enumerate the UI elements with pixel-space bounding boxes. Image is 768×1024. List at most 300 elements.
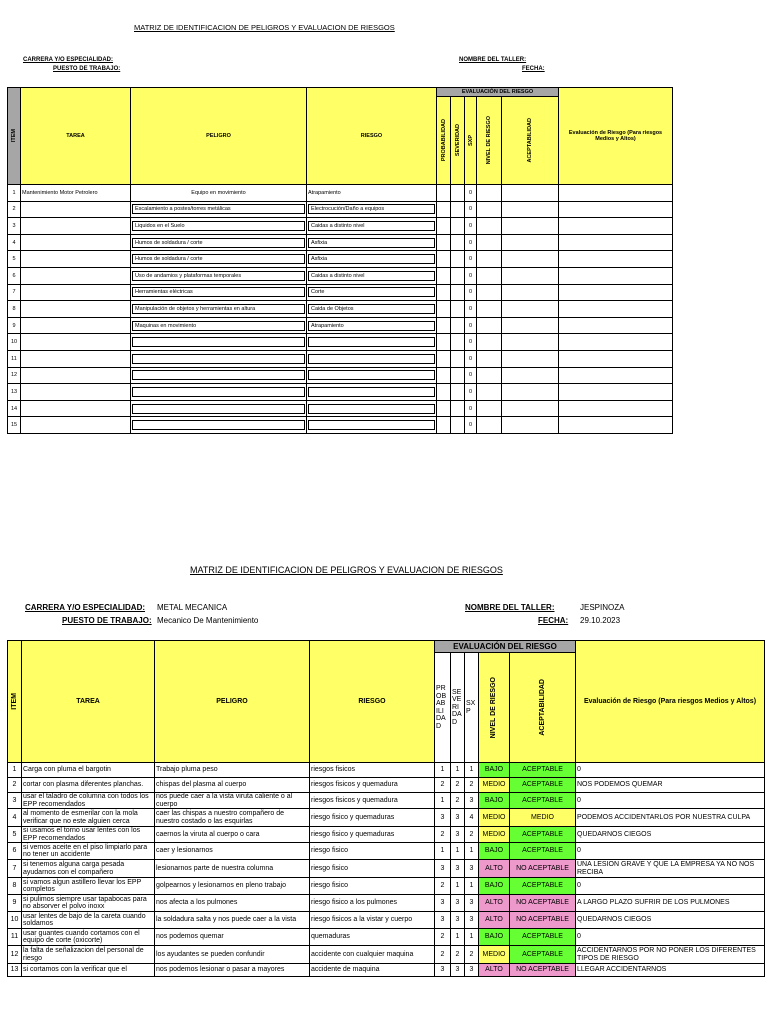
risk-level-cell xyxy=(477,350,502,367)
risk-level-cell: BAJO xyxy=(479,843,510,860)
probability-cell xyxy=(437,201,451,218)
severity-cell: 3 xyxy=(451,860,465,878)
sxp-cell: 0 xyxy=(465,317,477,334)
sxp-cell: 0 xyxy=(465,350,477,367)
probability-cell xyxy=(437,234,451,251)
item-cell: 3 xyxy=(8,793,22,809)
assessment-cell xyxy=(559,400,673,417)
item-cell: 15 xyxy=(8,417,21,434)
risk-level-cell xyxy=(477,417,502,434)
severity-cell: 2 xyxy=(451,778,465,793)
hazard-cell xyxy=(131,400,307,417)
task-cell xyxy=(21,317,131,334)
table-row xyxy=(8,929,765,946)
probability-cell xyxy=(437,185,451,202)
probability-cell: 2 xyxy=(435,929,451,946)
item-cell: 9 xyxy=(8,895,22,912)
table-row xyxy=(8,964,765,977)
probability-cell: 2 xyxy=(435,946,451,964)
table-row xyxy=(8,763,765,778)
doc2-date-label: FECHA: xyxy=(538,616,569,625)
probability-cell xyxy=(437,334,451,351)
probability-cell: 3 xyxy=(435,895,451,912)
sxp-cell: 0 xyxy=(465,185,477,202)
probability-cell xyxy=(437,400,451,417)
risk-cell-field: Asfixia xyxy=(308,238,435,248)
severity-cell xyxy=(451,267,465,284)
table-row xyxy=(8,367,673,384)
sxp-cell: 3 xyxy=(465,895,479,912)
risk-cell-field: Atrapamiento xyxy=(308,321,435,331)
severity-cell: 2 xyxy=(451,946,465,964)
hazard-cell: Equipo en movimiento xyxy=(131,185,307,202)
acceptability-cell: ACEPTABLE xyxy=(510,946,576,964)
doc2-risk-matrix xyxy=(7,640,765,977)
header-risk: RIESGO xyxy=(310,641,435,763)
item-cell: 6 xyxy=(8,843,22,860)
risk-cell-field xyxy=(308,354,435,364)
table-row xyxy=(8,234,673,251)
assessment-cell xyxy=(559,201,673,218)
item-cell: 14 xyxy=(8,400,21,417)
sxp-cell: 1 xyxy=(465,763,479,778)
task-cell xyxy=(21,234,131,251)
item-cell: 8 xyxy=(8,301,21,318)
risk-level-cell xyxy=(477,218,502,235)
risk-level-cell: BAJO xyxy=(479,878,510,895)
task-cell xyxy=(21,251,131,268)
table-row xyxy=(8,946,765,964)
hazard-cell xyxy=(131,234,307,251)
assessment-cell xyxy=(559,417,673,434)
task-cell xyxy=(21,218,131,235)
risk-cell-field: Asfixia xyxy=(308,254,435,264)
item-cell: 13 xyxy=(8,384,21,401)
task-cell: usar guantes cuando cortamos con el equipo de corte (oxicorte) xyxy=(22,929,155,946)
risk-cell-field: Caidas a distinto nivel xyxy=(308,221,435,231)
risk-level-cell: ALTO xyxy=(479,895,510,912)
task-cell: la falta de señalizacion del personal de riesgo xyxy=(22,946,155,964)
assessment-cell: 0 xyxy=(576,843,765,860)
header-acceptability: ACEPTABILIDAD xyxy=(510,653,576,763)
hazard-cell xyxy=(131,384,307,401)
severity-cell xyxy=(451,317,465,334)
severity-cell: 3 xyxy=(451,827,465,843)
risk-cell: quemaduras xyxy=(310,929,435,946)
sxp-cell: 3 xyxy=(465,964,479,977)
sxp-cell: 0 xyxy=(465,417,477,434)
severity-cell: 3 xyxy=(451,895,465,912)
table-row xyxy=(8,417,673,434)
task-cell: si vamos algun astillero llevar los EPP completos xyxy=(22,878,155,895)
item-cell: 11 xyxy=(8,350,21,367)
severity-cell: 1 xyxy=(451,929,465,946)
doc2-career-value: METAL MECANICA xyxy=(157,603,228,612)
probability-cell: 1 xyxy=(435,793,451,809)
acceptability-cell xyxy=(502,234,559,251)
sxp-cell: 3 xyxy=(465,793,479,809)
acceptability-cell xyxy=(502,367,559,384)
item-cell: 3 xyxy=(8,218,21,235)
risk-level-cell: ALTO xyxy=(479,912,510,929)
risk-cell-field: Caidas a distinto nivel xyxy=(308,271,435,281)
risk-cell: riesgos fisicos xyxy=(310,763,435,778)
acceptability-cell: ACEPTABLE xyxy=(510,763,576,778)
risk-level-cell: BAJO xyxy=(479,793,510,809)
task-cell: usar el taladro de columna con todos los EPP recomendados xyxy=(22,793,155,809)
assessment-cell xyxy=(559,218,673,235)
header-severity: SEVERIDAD xyxy=(451,97,465,185)
doc1-career-label: CARRERA Y/O ESPECIALIDAD: xyxy=(23,57,114,63)
hazard-cell xyxy=(131,317,307,334)
severity-cell: 3 xyxy=(451,809,465,827)
assessment-cell: 0 xyxy=(576,763,765,778)
hazard-cell-field xyxy=(132,387,305,397)
task-cell xyxy=(21,367,131,384)
risk-cell xyxy=(307,301,437,318)
sxp-cell: 4 xyxy=(465,809,479,827)
doc1-workshop-label: NOMBRE DEL TALLER: xyxy=(459,57,527,63)
item-cell: 4 xyxy=(8,809,22,827)
hazard-cell xyxy=(131,267,307,284)
assessment-cell xyxy=(559,317,673,334)
severity-cell xyxy=(451,301,465,318)
risk-cell: riesgo fisico y quemaduras xyxy=(310,827,435,843)
header-sxp: SXP xyxy=(465,97,477,185)
header-item: ITEM xyxy=(8,641,22,763)
risk-cell-field xyxy=(308,337,435,347)
severity-cell xyxy=(451,350,465,367)
risk-level-cell xyxy=(477,201,502,218)
assessment-cell: ACCIDENTARNOS POR NO PONER LOS DIFERENTES TIPOS DE RIESGO xyxy=(576,946,765,964)
sxp-cell: 0 xyxy=(465,201,477,218)
acceptability-cell: NO ACEPTABLE xyxy=(510,964,576,977)
severity-cell xyxy=(451,384,465,401)
hazard-cell: chispas del plasma al cuerpo xyxy=(155,778,310,793)
item-cell: 8 xyxy=(8,878,22,895)
severity-cell: 2 xyxy=(451,793,465,809)
item-cell: 10 xyxy=(8,334,21,351)
severity-cell xyxy=(451,185,465,202)
severity-cell: 1 xyxy=(451,878,465,895)
risk-level-cell xyxy=(477,317,502,334)
hazard-cell-field: Humos de soldadura / corte xyxy=(132,254,305,264)
table-row xyxy=(8,895,765,912)
risk-cell: riesgo fisicos a la vistar y cuerpo xyxy=(310,912,435,929)
header-risk: RIESGO xyxy=(307,88,437,185)
risk-cell xyxy=(307,367,437,384)
risk-cell xyxy=(307,400,437,417)
table-row xyxy=(8,878,765,895)
table-row xyxy=(8,350,673,367)
probability-cell: 2 xyxy=(435,878,451,895)
probability-cell xyxy=(437,218,451,235)
sxp-cell: 1 xyxy=(465,929,479,946)
acceptability-cell: NO ACEPTABLE xyxy=(510,895,576,912)
probability-cell xyxy=(437,251,451,268)
task-cell: Carga con pluma el bargotin xyxy=(22,763,155,778)
acceptability-cell: ACEPTABLE xyxy=(510,929,576,946)
probability-cell xyxy=(437,384,451,401)
table-row xyxy=(8,778,765,793)
severity-cell xyxy=(451,201,465,218)
item-cell: 9 xyxy=(8,317,21,334)
hazard-cell-field: Liquidos en el Suelo xyxy=(132,221,305,231)
acceptability-cell xyxy=(502,267,559,284)
risk-cell: riesgo fisico a los pulmones xyxy=(310,895,435,912)
hazard-cell: la soldadura salta y nos puede caer a la vista xyxy=(155,912,310,929)
hazard-cell-field xyxy=(132,370,305,380)
table-row xyxy=(8,218,673,235)
item-cell: 1 xyxy=(8,185,21,202)
acceptability-cell: ACEPTABLE xyxy=(510,827,576,843)
sxp-cell: 2 xyxy=(465,827,479,843)
task-cell: si tenemos alguna carga pesada ayudarnos con el compañero xyxy=(22,860,155,878)
table-row xyxy=(8,284,673,301)
severity-cell xyxy=(451,417,465,434)
risk-level-cell xyxy=(477,384,502,401)
acceptability-cell xyxy=(502,350,559,367)
risk-level-cell xyxy=(477,301,502,318)
risk-level-cell xyxy=(477,400,502,417)
acceptability-cell xyxy=(502,417,559,434)
severity-cell xyxy=(451,234,465,251)
severity-cell xyxy=(451,284,465,301)
assessment-cell xyxy=(559,251,673,268)
risk-cell-field xyxy=(308,404,435,414)
risk-level-cell: ALTO xyxy=(479,860,510,878)
probability-cell xyxy=(437,301,451,318)
table-row xyxy=(8,185,673,202)
task-cell: si usamos el torno usar lentes con los EPP recomendados xyxy=(22,827,155,843)
risk-cell: Atrapamiento xyxy=(307,185,437,202)
risk-cell xyxy=(307,317,437,334)
task-cell xyxy=(21,267,131,284)
risk-cell: riesgos fisicos y quemadura xyxy=(310,793,435,809)
acceptability-cell xyxy=(502,284,559,301)
acceptability-cell xyxy=(502,334,559,351)
assessment-cell xyxy=(559,185,673,202)
assessment-cell: A LARGO PLAZO SUFRIR DE LOS PULMONES xyxy=(576,895,765,912)
task-cell xyxy=(21,400,131,417)
table-row xyxy=(8,384,673,401)
assessment-cell xyxy=(559,267,673,284)
sxp-cell: 0 xyxy=(465,301,477,318)
doc2-position-label: PUESTO DE TRABAJO: xyxy=(62,616,152,625)
risk-cell xyxy=(307,234,437,251)
hazard-cell xyxy=(131,367,307,384)
hazard-cell: caernos la viruta al cuerpo o cara xyxy=(155,827,310,843)
acceptability-cell: ACEPTABLE xyxy=(510,778,576,793)
acceptability-cell xyxy=(502,384,559,401)
probability-cell xyxy=(437,317,451,334)
sxp-cell: 2 xyxy=(465,778,479,793)
severity-cell: 1 xyxy=(451,763,465,778)
risk-cell-field xyxy=(308,420,435,430)
assessment-cell xyxy=(559,334,673,351)
hazard-cell-field xyxy=(132,420,305,430)
item-cell: 10 xyxy=(8,912,22,929)
probability-cell: 3 xyxy=(435,912,451,929)
risk-level-cell: MEDIO xyxy=(479,778,510,793)
risk-cell xyxy=(307,267,437,284)
doc1-title: MATRIZ DE IDENTIFICACION DE PELIGROS Y EVALUACION DE RIESGOS xyxy=(134,23,395,32)
risk-cell: riesgo fisico xyxy=(310,878,435,895)
hazard-cell: Trabajo pluma peso xyxy=(155,763,310,778)
item-cell: 6 xyxy=(8,267,21,284)
assessment-cell: QUEDARNOS CIEGOS xyxy=(576,912,765,929)
hazard-cell-field xyxy=(132,354,305,364)
acceptability-cell: ACEPTABLE xyxy=(510,843,576,860)
task-cell: si pulimos siempre usar tapabocas para no absorver el polvo inoxx xyxy=(22,895,155,912)
hazard-cell: los ayudantes se pueden confundir xyxy=(155,946,310,964)
assessment-cell: LLEGAR ACCIDENTARNOS xyxy=(576,964,765,977)
header-assessment: Evaluación de Riesgo (Para riesgos Medios y Altos) xyxy=(576,641,765,763)
hazard-cell-field: Uso de andamios y plataformas temporales xyxy=(132,271,305,281)
risk-level-cell: ALTO xyxy=(479,964,510,977)
probability-cell xyxy=(437,284,451,301)
table-row xyxy=(8,201,673,218)
sxp-cell: 0 xyxy=(465,400,477,417)
acceptability-cell xyxy=(502,301,559,318)
doc2-workshop-value: JESPINOZA xyxy=(580,603,625,612)
probability-cell: 3 xyxy=(435,860,451,878)
header-acceptability: ACEPTABILIDAD xyxy=(502,97,559,185)
hazard-cell xyxy=(131,251,307,268)
hazard-cell xyxy=(131,218,307,235)
header-item: ITEM xyxy=(8,88,21,185)
assessment-cell: NOS PODEMOS QUEMAR xyxy=(576,778,765,793)
hazard-cell-field: Humos de soldadura / corte xyxy=(132,238,305,248)
assessment-cell xyxy=(559,234,673,251)
risk-cell: riesgo fisico xyxy=(310,843,435,860)
task-cell xyxy=(21,301,131,318)
header-sxp: SX P xyxy=(465,653,479,763)
assessment-cell: 0 xyxy=(576,793,765,809)
header-hazard: PELIGRO xyxy=(131,88,307,185)
risk-cell-field xyxy=(308,387,435,397)
probability-cell xyxy=(437,367,451,384)
hazard-cell xyxy=(131,417,307,434)
sxp-cell: 0 xyxy=(465,218,477,235)
sxp-cell: 0 xyxy=(465,334,477,351)
assessment-cell xyxy=(559,284,673,301)
hazard-cell: golpearnos y lesionarnos en pleno trabajo xyxy=(155,878,310,895)
risk-cell xyxy=(307,251,437,268)
task-cell: usar lentes de bajo de la careta cuando soldamos xyxy=(22,912,155,929)
risk-cell xyxy=(307,417,437,434)
item-cell: 13 xyxy=(8,964,22,977)
severity-cell: 1 xyxy=(451,843,465,860)
header-severity: SE VE RI DA D xyxy=(451,653,465,763)
table-row xyxy=(8,301,673,318)
table-row xyxy=(8,843,765,860)
probability-cell xyxy=(437,267,451,284)
severity-cell xyxy=(451,367,465,384)
doc2-date-value: 29.10.2023 xyxy=(580,616,621,625)
severity-cell xyxy=(451,251,465,268)
risk-cell-field xyxy=(308,370,435,380)
task-cell: cortar con plasma diferentes planchas. xyxy=(22,778,155,793)
task-cell xyxy=(21,350,131,367)
hazard-cell xyxy=(131,201,307,218)
assessment-cell xyxy=(559,367,673,384)
task-cell xyxy=(21,417,131,434)
task-cell xyxy=(21,334,131,351)
sxp-cell: 2 xyxy=(465,946,479,964)
risk-cell xyxy=(307,350,437,367)
sxp-cell: 3 xyxy=(465,912,479,929)
item-cell: 12 xyxy=(8,946,22,964)
hazard-cell-field xyxy=(132,404,305,414)
doc2-career-label: CARRERA Y/O ESPECIALIDAD: xyxy=(25,603,146,612)
table-row xyxy=(8,334,673,351)
item-cell: 4 xyxy=(8,234,21,251)
acceptability-cell xyxy=(502,317,559,334)
probability-cell: 3 xyxy=(435,964,451,977)
header-task: TAREA xyxy=(21,88,131,185)
risk-cell xyxy=(307,218,437,235)
sxp-cell: 0 xyxy=(465,284,477,301)
doc1-date-label: FECHA: xyxy=(522,66,545,72)
acceptability-cell xyxy=(502,218,559,235)
header-assessment: Evaluación de Riesgo (Para riesgos Medios y Altos) xyxy=(559,88,673,185)
doc2-workshop-label: NOMBRE DEL TALLER: xyxy=(465,603,555,612)
acceptability-cell: NO ACEPTABLE xyxy=(510,860,576,878)
acceptability-cell: ACEPTABLE xyxy=(510,878,576,895)
hazard-cell xyxy=(131,334,307,351)
sxp-cell: 1 xyxy=(465,878,479,895)
doc2-title: MATRIZ DE IDENTIFICACION DE PELIGROS Y EVALUACION DE RIESGOS xyxy=(190,565,503,575)
acceptability-cell xyxy=(502,251,559,268)
header-evaluation: EVALUACIÓN DEL RIESGO xyxy=(435,641,576,653)
hazard-cell: caer las chispas a nuestro compañero de nuestro costado o las esquirlas xyxy=(155,809,310,827)
probability-cell: 1 xyxy=(435,763,451,778)
risk-cell: riesgo fisico y quemaduras xyxy=(310,809,435,827)
probability-cell xyxy=(437,417,451,434)
hazard-cell: lesionarnos parte de nuestra columna xyxy=(155,860,310,878)
risk-cell-field: Caida de Objetos xyxy=(308,304,435,314)
item-cell: 7 xyxy=(8,860,22,878)
hazard-cell xyxy=(131,301,307,318)
risk-level-cell xyxy=(477,284,502,301)
hazard-cell-field: Herramientas eléctricas xyxy=(132,287,305,297)
assessment-cell: UNA LESION GRAVE Y QUE LA EMPRESA YA NO NOS RECIBA xyxy=(576,860,765,878)
risk-level-cell xyxy=(477,234,502,251)
risk-level-cell: MEDIO xyxy=(479,946,510,964)
assessment-cell xyxy=(559,350,673,367)
hazard-cell: nos podemos lesionar o pasar a mayores xyxy=(155,964,310,977)
sxp-cell: 0 xyxy=(465,234,477,251)
risk-cell-field: Corte xyxy=(308,287,435,297)
doc1-position-label: PUESTO DE TRABAJO: xyxy=(53,66,121,72)
severity-cell: 3 xyxy=(451,964,465,977)
hazard-cell-field: Escalamiento a postes/torres metálicas xyxy=(132,204,305,214)
task-cell xyxy=(21,284,131,301)
table-row xyxy=(8,912,765,929)
table-row xyxy=(8,827,765,843)
hazard-cell: nos podemos quemar xyxy=(155,929,310,946)
risk-level-cell: MEDIO xyxy=(479,827,510,843)
sxp-cell: 3 xyxy=(465,860,479,878)
assessment-cell xyxy=(559,301,673,318)
header-risk-level: NIVEL DE RIESGO xyxy=(479,653,510,763)
hazard-cell-field: Manipulación de objetos y herramientas en altura xyxy=(132,304,305,314)
table-row xyxy=(8,251,673,268)
assessment-cell: QUEDARNOS CIEGOS xyxy=(576,827,765,843)
task-cell: si cortamos con la verificar que el xyxy=(22,964,155,977)
sxp-cell: 0 xyxy=(465,267,477,284)
